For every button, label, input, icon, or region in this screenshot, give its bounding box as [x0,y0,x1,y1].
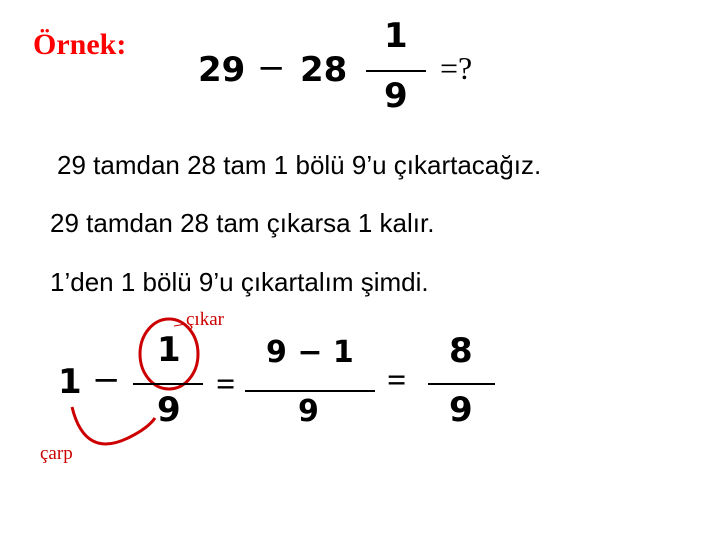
frac2-denominator: 9 [298,394,319,429]
problem-whole-b: 28 [300,50,348,90]
frac1-numerator: 1 [157,330,181,370]
frac3-denominator: 9 [449,390,473,430]
frac3-line [428,383,495,385]
solution-whole: 1 [58,362,82,402]
frac3-numerator: 8 [449,331,473,371]
problem-whole-a: 29 [198,50,246,90]
problem-denominator: 9 [384,76,408,116]
problem-question: =? [440,50,473,86]
annotation-carp: çarp [40,443,73,464]
explanation-line-3: 1’den 1 bölü 9’u çıkartalım şimdi. [50,267,429,297]
problem-minus: − [257,48,286,88]
frac2-numerator: 9 − 1 [266,335,354,370]
frac1-denominator: 9 [157,390,181,430]
equals-1: = [216,366,236,403]
explanation-line-2: 29 tamdan 28 tam çıkarsa 1 kalır. [50,208,435,238]
problem-numerator: 1 [384,16,408,56]
frac1-line [133,383,203,385]
explanation-line-1: 29 tamdan 28 tam 1 bölü 9’u çıkartacağız. [57,150,542,180]
annotation-cikar: çıkar [186,309,224,330]
carp-arc [72,407,155,444]
solution-minus: − [92,360,121,400]
equals-2: = [387,362,407,399]
example-title: Örnek: [33,28,127,61]
frac2-line [245,390,375,392]
